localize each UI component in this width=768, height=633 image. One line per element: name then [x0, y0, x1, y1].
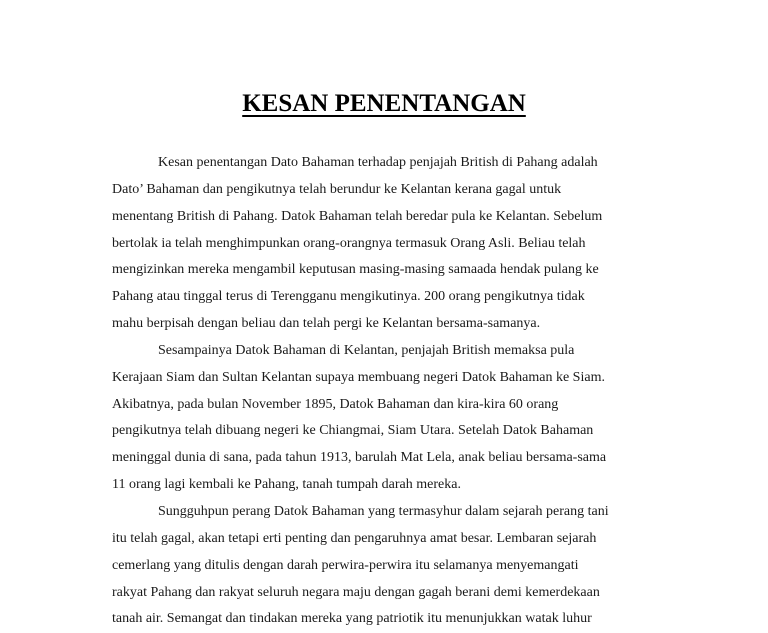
- text-line: Dato’ Bahaman dan pengikutnya telah berundur ke Kelantan kerana gagal untuk: [112, 181, 562, 197]
- document-body: [112, 150, 648, 633]
- document-title: [0, 88, 768, 120]
- text-line: bertolak ia telah menghimpunkan orang-orangnya termasuk Orang Asli. Beliau telah: [112, 235, 586, 251]
- text-line: pengikutnya telah dibuang negeri ke Chiangmai, Siam Utara. Setelah Datok Bahaman: [112, 423, 594, 439]
- text-line: Sesampainya Datok Bahaman di Kelantan, penjajah British memaksa pula: [158, 342, 575, 358]
- text-line: Sungguhpun perang Datok Bahaman yang termasyhur dalam sejarah perang tani: [158, 503, 609, 519]
- text-line: itu telah gagal, akan tetapi erti penting dan pengaruhnya amat besar. Lembaran sejarah: [112, 530, 597, 546]
- text-line: tanah air. Semangat dan tindakan mereka yang patriotik itu menunjukkan watak luhur: [112, 611, 592, 627]
- text-line: rakyat Pahang dan rakyat seluruh negara maju dengan gagah berani demi kemerdekaan: [112, 584, 600, 600]
- text-line: cemerlang yang ditulis dengan darah perwira-perwira itu selamanya menyemangati: [112, 557, 579, 573]
- document-title-text: KESAN PENENTANGAN: [242, 90, 526, 117]
- text-line: Pahang atau tinggal terus di Terengganu mengikutinya. 200 orang pengikutnya tidak: [112, 289, 585, 305]
- text-line: menentang British di Pahang. Datok Bahaman telah beredar pula ke Kelantan. Sebelum: [112, 208, 603, 224]
- text-line: 11 orang lagi kembali ke Pahang, tanah tumpah darah mereka.: [112, 477, 461, 493]
- text-line: Kerajaan Siam dan Sultan Kelantan supaya membuang negeri Datok Bahaman ke Siam.: [112, 369, 605, 385]
- text-line: mahu berpisah dengan beliau dan telah pergi ke Kelantan bersama-samanya.: [112, 316, 541, 332]
- text-line: mengizinkan mereka mengambil keputusan masing-masing samaada hendak pulang ke: [112, 262, 599, 278]
- text-line: Akibatnya, pada bulan November 1895, Datok Bahaman dan kira-kira 60 orang: [112, 396, 559, 412]
- text-line: meninggal dunia di sana, pada tahun 1913, barulah Mat Lela, anak beliau bersama-sama: [112, 450, 607, 466]
- text-line: Kesan penentangan Dato Bahaman terhadap penjajah British di Pahang adalah: [158, 155, 598, 170]
